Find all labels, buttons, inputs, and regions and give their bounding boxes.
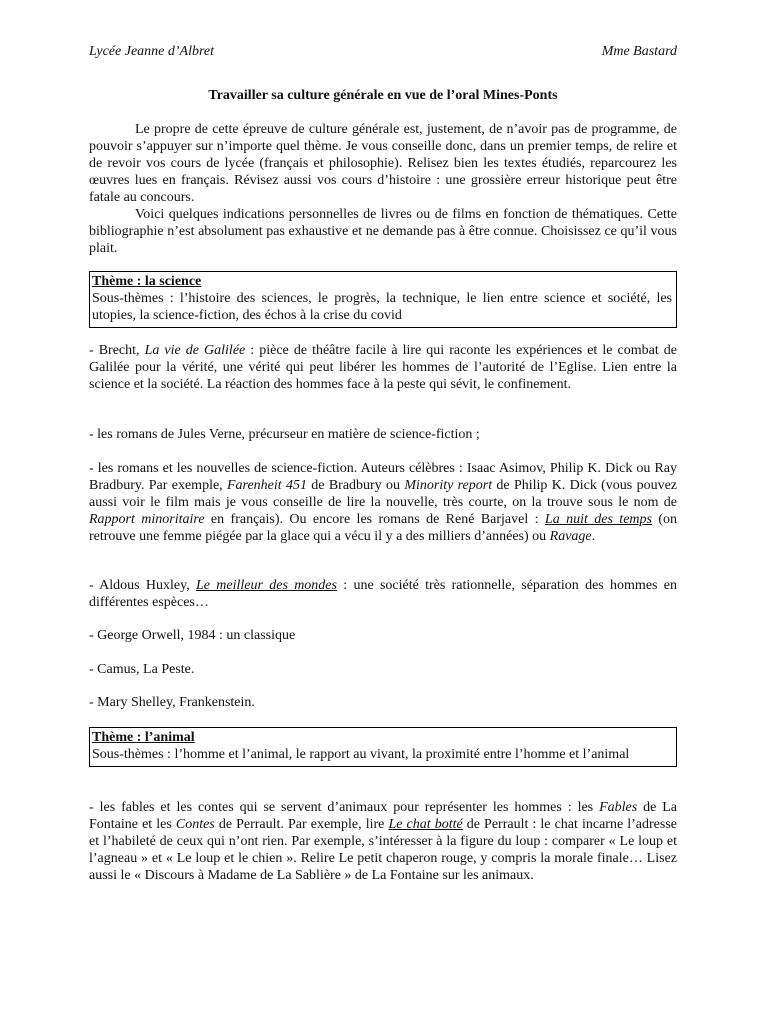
entry-fables-work-fables: Fables	[599, 800, 638, 815]
entry-scifi-text-6: .	[591, 529, 596, 544]
entry-brecht-description: : pièce de théâtre facile à lire qui raconte les expériences et le combat de Galilée pour la vérité, une vérité qui peut libérer les hommes de l’autorité de l’Eglise. Lien entre la science et la société. La réaction des hommes face à la peste qui sévit, le confinement.	[89, 343, 677, 392]
theme-animal-title: Thème : l’animal	[92, 730, 195, 745]
entry-brecht	[89, 342, 677, 393]
entry-camus: - Camus, La Peste.	[89, 662, 195, 677]
entry-scifi-text-4: en français). Ou encore les romans de René Barjavel :	[204, 512, 545, 527]
entry-fables-text-3: de Perrault. Par exemple, lire	[214, 817, 389, 832]
entry-fables-work-contes: Contes	[175, 817, 215, 832]
intro-paragraph-2: Voici quelques indications personnelles de livres ou de films en fonction de thématiques. Cette bibliographie n’est absolument pas exhaustive et ne demande pas à être connue. Choisissez ce qu’il vous plait.	[89, 207, 677, 256]
entry-brecht-work: La vie de Galilée	[144, 343, 246, 358]
entry-fables-text-4: de Perrault : le chat incarne l’adresse et l’habileté de ceux qui n’ont rien. Par exemple, s’intéresser à la figure du loup : comparer « Le loup et l’agneau » et « Le loup et le chien ». Relire Le petit chaperon rouge, y compris la morale finale… Lisez aussi le « Discours à Madame de La Sablière » de La Fontaine sur les animaux.	[89, 817, 677, 883]
school-name: Lycée Jeanne d’Albret	[89, 44, 215, 59]
entry-verne: - les romans de Jules Verne, précurseur en matière de science-fiction ;	[89, 427, 480, 442]
intro-paragraph-1: Le propre de cette épreuve de culture générale est, justement, de n’avoir pas de programme, de pouvoir s’appuyer sur n’importe quel thème. Je vous conseille donc, dans un premier temps, de relire et de revoir vos cours de lycée (français et philosophie). Relisez bien les textes étudiés, reparcourez les œuvres lues en français. Révisez aussi vos cours d’histoire : une grossière erreur historique peut être fatale au concours.	[89, 122, 677, 205]
entry-huxley-author: - Aldous Huxley,	[89, 578, 197, 593]
entry-fables-work-chat-botte: Le chat botté	[388, 817, 463, 832]
page-header	[89, 43, 677, 60]
document-title: Travailler sa culture générale en vue de l’oral Mines-Ponts	[208, 88, 558, 103]
intro-section	[89, 121, 677, 257]
entry-scifi-work-ravage: Ravage	[549, 529, 592, 544]
entry-scifi-text-1: - les romans et les nouvelles de science-fiction. Auteurs célèbres : Isaac Asimov, Philip K. Dick ou Ray Bradbury. Par exemple,	[89, 461, 677, 493]
entry-huxley-work: Le meilleur des mondes	[196, 578, 337, 593]
teacher-name: Mme Bastard	[601, 44, 677, 59]
entry-scifi-text-3: de Philip K. Dick (vous pouvez aussi voir le film mais je vous conseille de lire la nouvelle, très courte, on la trouve sous le nom de	[89, 478, 677, 510]
theme-animal-box	[89, 727, 677, 767]
entry-scifi-work-minority: Minority report	[404, 478, 493, 493]
entry-scifi-work-farenheit: Farenheit 451	[226, 478, 307, 493]
theme-animal-subthemes: Sous-thèmes : l’homme et l’animal, le rapport au vivant, la proximité entre l’homme et l’animal	[92, 747, 630, 762]
entry-scifi-text-5: (on retrouve une femme piégée par la glace qui a vécu il y a des milliers d’années) ou	[89, 512, 678, 544]
entry-fables-text-2: de La Fontaine et les	[89, 800, 678, 832]
entry-fables	[89, 799, 677, 884]
theme-science-subthemes: Sous-thèmes : l’histoire des sciences, le progrès, la technique, le lien entre science et société, les utopies, la science-fiction, des échos à la crise du covid	[92, 291, 672, 323]
theme-science-box	[89, 271, 677, 328]
entry-brecht-author: - Brecht,	[89, 343, 145, 358]
entry-orwell: - George Orwell, 1984 : un classique	[89, 628, 296, 643]
entry-scifi-work-nuit: La nuit des temps	[544, 512, 652, 527]
entry-shelley: - Mary Shelley, Frankenstein.	[89, 695, 255, 710]
entry-scifi-work-rapport: Rapport minoritaire	[89, 512, 205, 527]
theme-science-title: Thème : la science	[92, 274, 202, 289]
entry-scifi-text-2: de Bradbury ou	[306, 478, 405, 493]
entry-huxley	[89, 577, 677, 611]
entry-science-fiction	[89, 460, 677, 545]
entry-fables-text-1: - les fables et les contes qui se servent d’animaux pour représenter les hommes : les	[89, 800, 600, 815]
entry-huxley-description: : une société très rationnelle, séparation des hommes en différentes espèces…	[89, 578, 677, 610]
